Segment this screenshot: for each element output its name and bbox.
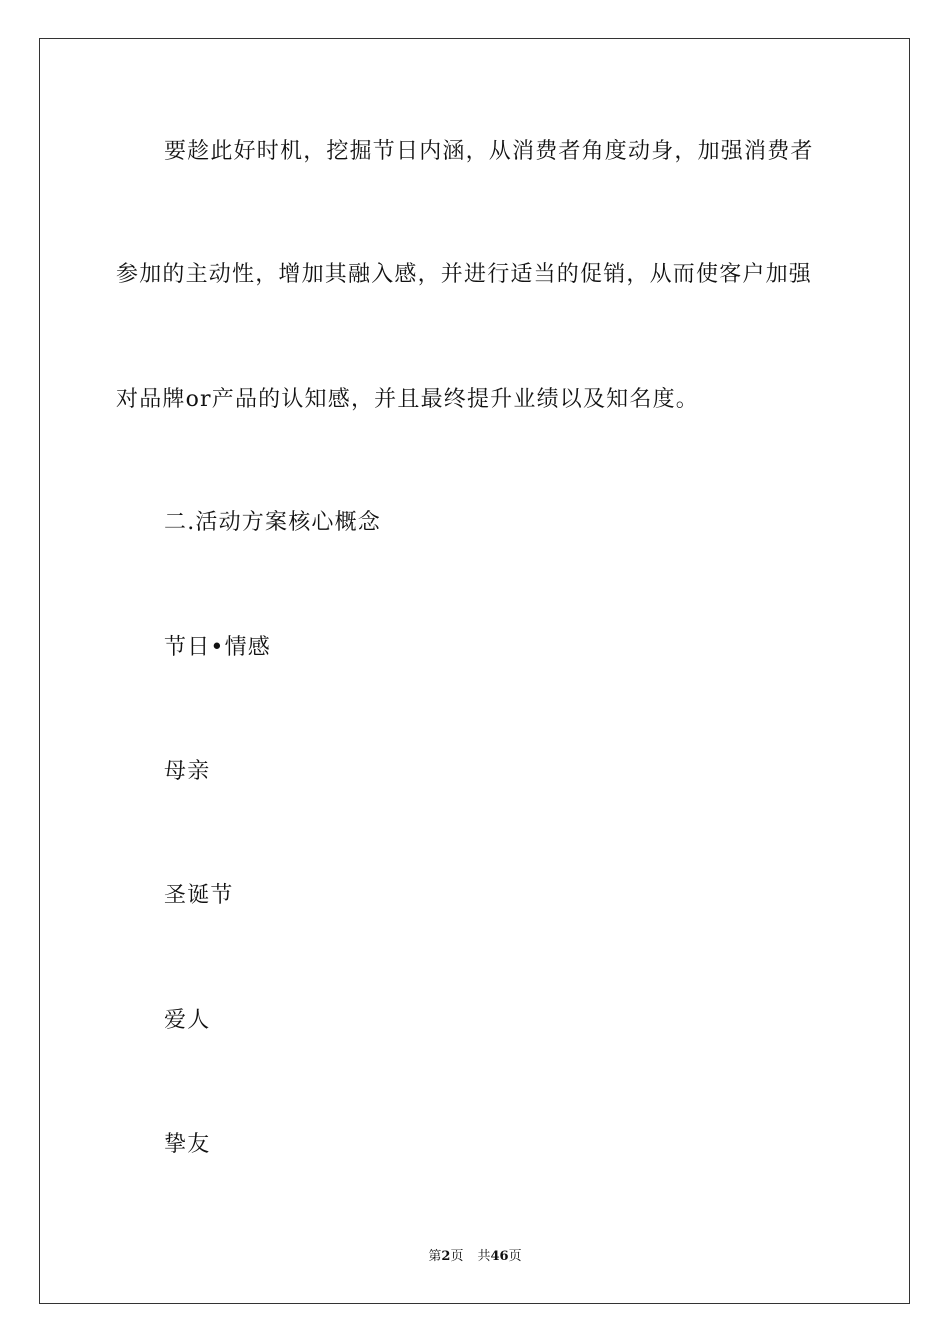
body-paragraph-line-2: 参加的主动性，增加其融入感，并进行适当的促销，从而使客户加强 — [116, 262, 813, 287]
footer-page-prefix: 第 — [428, 1249, 442, 1264]
footer-total-prefix: 共 — [477, 1249, 491, 1264]
footer-page-suffix: 页 — [450, 1249, 464, 1264]
concept-item-christmas: 圣诞节 — [164, 883, 234, 908]
footer-total-pages: 46 — [490, 1249, 509, 1264]
body-paragraph-line-1: 要趁此好时机，挖掘节日内涵，从消费者角度动身，加强消费者 — [164, 139, 814, 164]
footer-total-suffix: 页 — [508, 1249, 522, 1264]
body-paragraph-line-3: 对品牌or产品的认知感，并且最终提升业绩以及知名度。 — [116, 387, 699, 412]
section-heading: 二.活动方案核心概念 — [164, 510, 381, 535]
page-border — [39, 38, 910, 1304]
concept-item-festival-emotion: 节日•情感 — [164, 635, 271, 660]
concept-item-lover: 爱人 — [164, 1008, 211, 1033]
footer-page-number: 2 — [441, 1249, 451, 1264]
concept-item-mother: 母亲 — [164, 759, 211, 784]
concept-item-close-friend: 挚友 — [164, 1132, 211, 1157]
page-footer — [0, 1248, 950, 1266]
